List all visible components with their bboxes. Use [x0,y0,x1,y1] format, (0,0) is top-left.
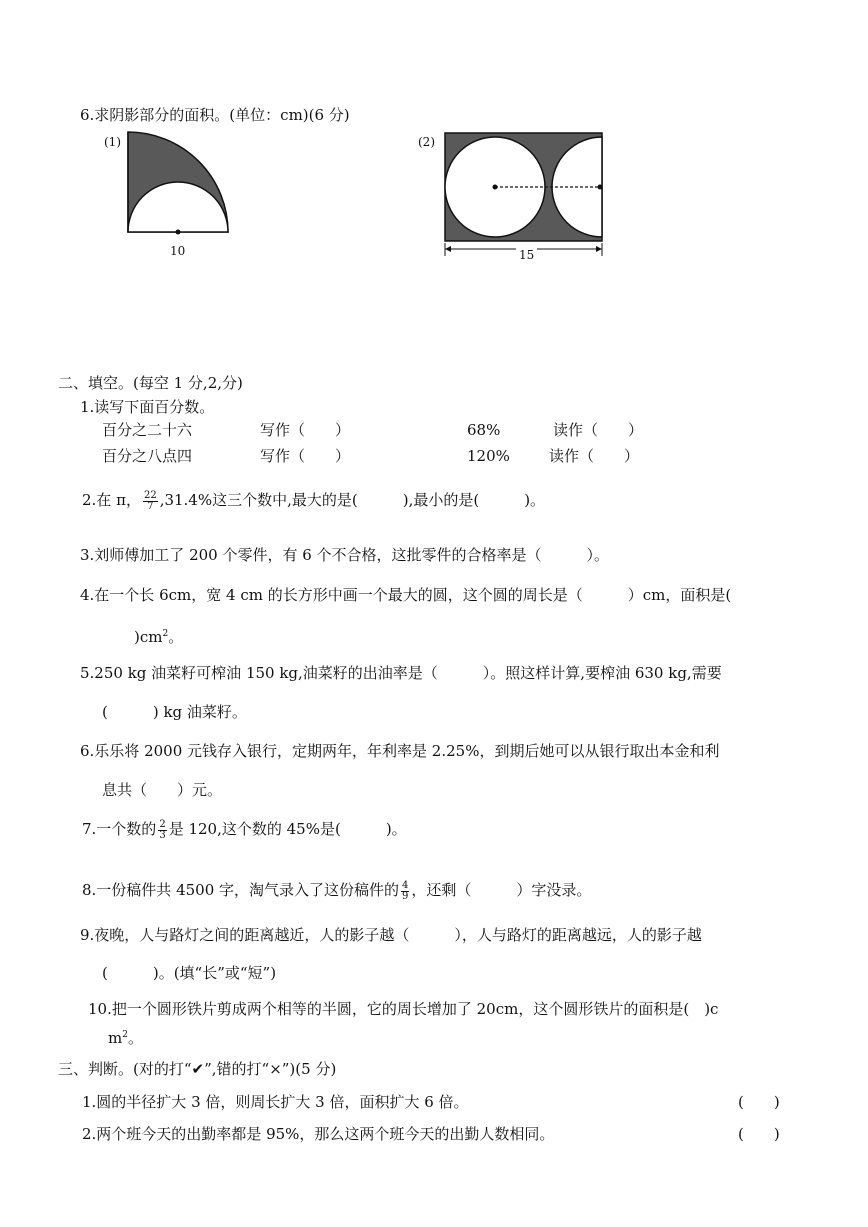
s2-q1-row1-word: 百分之二十六 [102,421,193,439]
s2-q5-line2: ( ) kg 油菜籽。 [102,703,247,721]
s2-q9-line1: 9.夜晚，人与路灯之间的距离越近，人的影子越（ ），人与路灯的距离越远，人的影子越 [80,926,702,944]
s2-q2-fraction: $\frac{22}{7}$ [143,489,157,512]
s2-q1-row2-word: 百分之八点四 [102,447,193,465]
s2-q1-row2-pct: 120% [467,447,510,465]
s2-q2 [82,490,545,512]
fig1-label: (1) [104,135,121,149]
s2-q1-row1-pct: 68% [467,421,501,439]
s3-q1-answer-paren[interactable]: ( ) [738,1093,780,1111]
s2-q7-fraction: $\frac{2}{3}$ [159,818,166,841]
s3-q2-answer-paren[interactable]: ( ) [738,1125,780,1143]
section2-title: 二、填空。(每空 1 分,2,分) [58,374,243,392]
figure-2 [440,128,610,262]
s3-q2: 2.两个班今天的出勤率都是 95%，那么这两个班今天的出勤人数相同。 [82,1125,555,1143]
s2-q6-line2: 息共（ ）元。 [102,781,223,799]
s2-q6-line1: 6.乐乐将 2000 元钱存入银行，定期两年，年利率是 2.25%，到期后她可以从银行取出本金和利 [80,742,720,760]
s2-q2-prefix: 2.在 π， [82,491,141,509]
fig2-label: (2) [418,135,435,149]
s2-q1-row2-read: 读作（ ） [549,447,640,465]
s2-q9-line2: ( )。(填“长”或“短”) [102,964,277,982]
s2-q7: 7.一个数的 $\frac{2}{3}$ 是 120,这个数的 45%是( )。 [82,818,407,841]
s2-q4-line1: 4.在一个长 6cm，宽 4 cm 的长方形中画一个最大的圆，这个圆的周长是（ ）cm，面积是( [80,586,732,604]
s2-q8: 8.一份稿件共 4500 字，淘气录入了这份稿件的 $\frac{4}{9}$ ，还剩（ ）字没录。 [82,879,592,902]
s2-q1-row1-read: 读作（ ） [553,421,644,439]
s2-q3: 3.刘师傅加工了 200 个零件，有 6 个不合格，这批零件的合格率是（ ）。 [80,546,610,564]
s2-q1-text: 1.读写下面百分数。 [80,398,215,416]
s2-q10-line1: 10.把一个圆形铁片剪成两个相等的半圆，它的周长增加了 20cm，这个圆形铁片的面积是( )c [88,1000,719,1018]
q6-title: 6.求阴影部分的面积。(单位：cm)(6 分) [80,106,350,124]
s2-q2-suffix: ,31.4%这三个数中,最大的是( ),最小的是( )。 [159,491,546,509]
s2-q4-line2: )$cm^2$。 [134,628,184,646]
s2-q5-line1: 5.250 kg 油菜籽可榨油 150 kg,油菜籽的出油率是（ ）。照这样计算,要榨油 630 kg,需要 [80,664,722,682]
figure-1 [124,128,234,238]
section3-title: 三、判断。(对的打“✔”,错的打“×”)(5 分) [58,1060,337,1078]
s2-q1-row2-write: 写作（ ） [260,447,351,465]
fig1-dimension: 10 [170,244,186,258]
s2-q10-line2: $m^2$。 [108,1029,143,1047]
fig2-dimension: 15 [516,245,537,265]
s2-q1-row1-write: 写作（ ） [260,421,351,439]
s3-q1: 1.圆的半径扩大 3 倍，则周长扩大 3 倍，面积扩大 6 倍。 [82,1093,469,1111]
s2-q8-fraction: $\frac{4}{9}$ [402,879,409,902]
